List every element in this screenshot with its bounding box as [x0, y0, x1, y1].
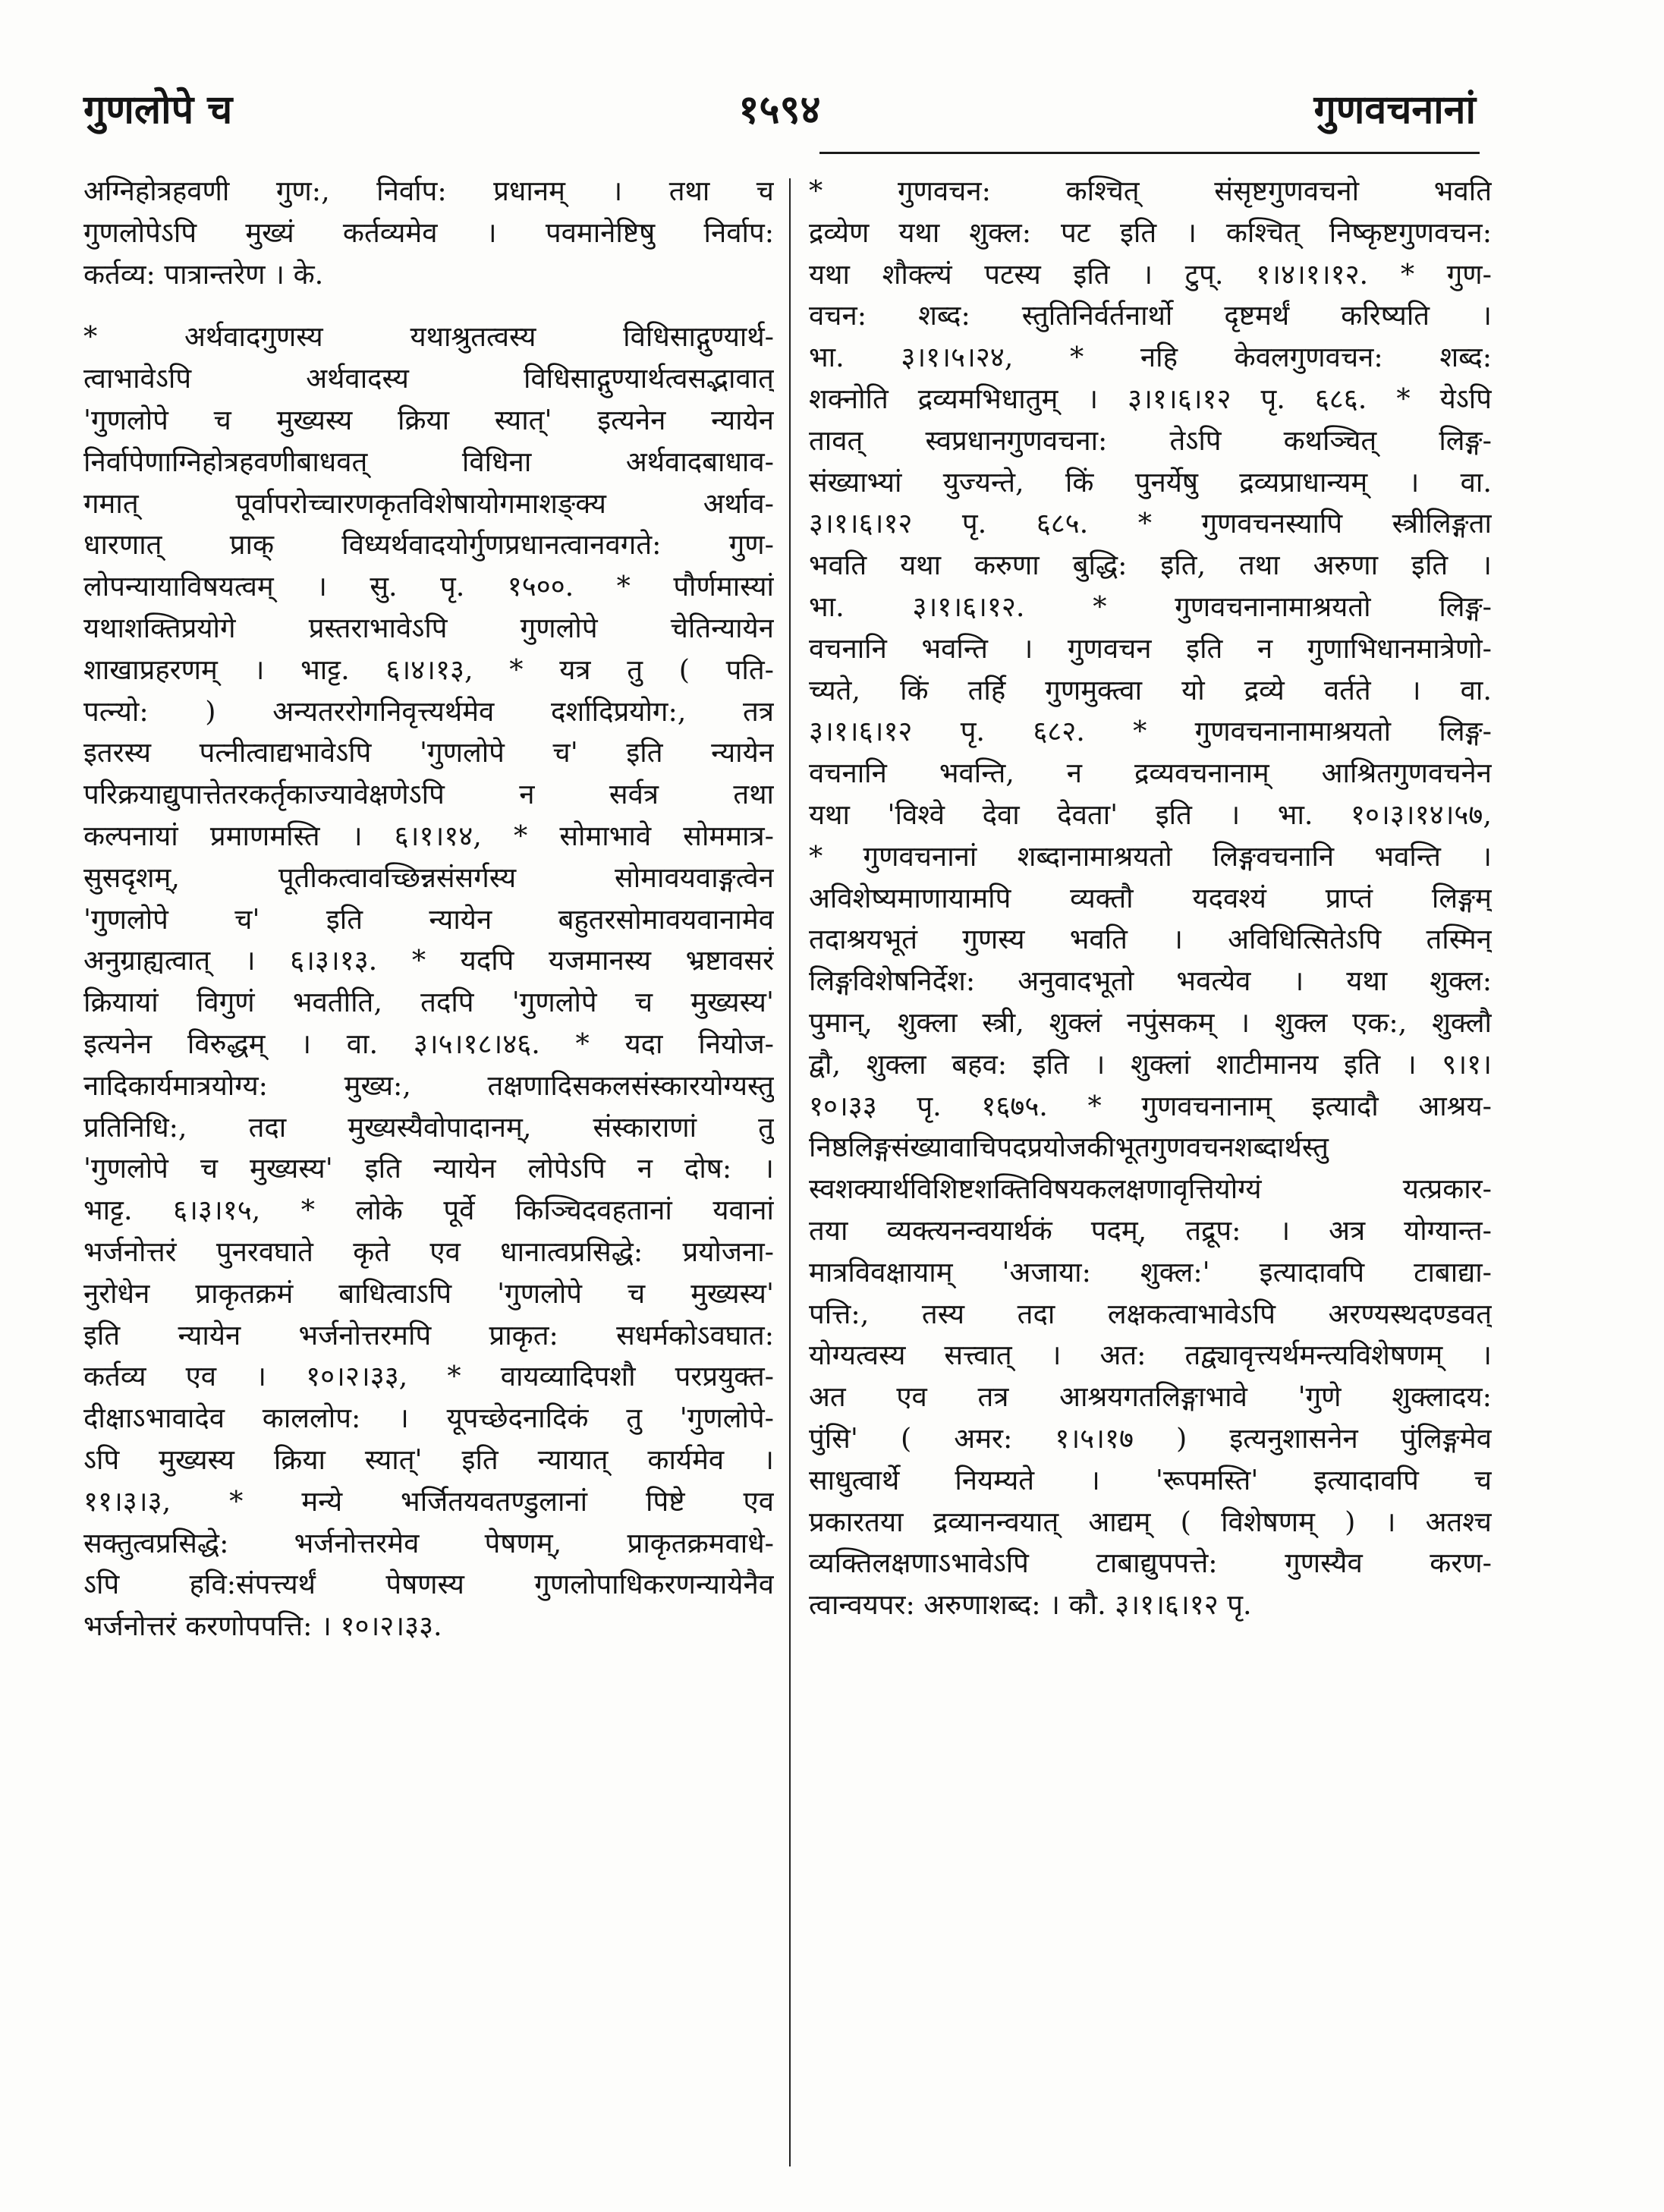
text-line: संख्याभ्यां युज्यन्ते, किं पुनर्येषु द्रव्यप्राधान्यम् । वा.	[809, 465, 1492, 499]
column-divider	[789, 178, 791, 2166]
text-line: गुणलोपेऽपि मुख्यं कर्तव्यमेव । पवमानेष्टिषु निर्वाप:	[83, 216, 774, 249]
text-line: सुसदृशम्, पूतीकत्वावच्छिन्नसंसर्गस्य सोमावयवाङ्गत्वेन	[83, 861, 774, 894]
text-line: स्वशक्यार्थविशिष्टशक्तिविषयकलक्षणावृत्तियोग्यं यत्प्रकार-	[809, 1172, 1492, 1206]
text-line: द्रव्येण यथा शुक्ल: पट इति । कश्चित् निष्कृष्टगुणवचन:	[809, 216, 1492, 249]
text-line: परिक्रयाद्युपात्तेतरकर्तृकाज्यावेक्षणेऽपि न सर्वत्र तथा	[83, 778, 774, 811]
text-line: अविशेष्यमाणायामपि व्यक्तौ यदवश्यं प्राप्तं लिङ्गम्	[809, 881, 1492, 914]
text-line: भाट्ट. ६।३।१५, * लोके पूर्वे किञ्चिदवहतानां यवानां	[83, 1194, 774, 1227]
text-line: त्वाभावेऽपि अर्थवादस्य विधिसाद्गुण्यार्थत्वसद्भावात्	[83, 362, 774, 395]
text-line: अग्निहोत्रहवणी गुण:, निर्वाप: प्रधानम् । तथा च	[83, 175, 774, 207]
text-line: कर्तव्य एव । १०।२।३३, * वायव्यादिपशौ परप्रयुक्त-	[83, 1360, 774, 1393]
text-line: यथा 'विश्वे देवा देवता' इति । भा. १०।३।१४।५७,	[809, 798, 1492, 831]
text-line: भर्जनोत्तरं करणोपपत्ति: । १०।२।३३.	[83, 1609, 442, 1643]
text-line: तया व्यक्त्यनन्वयार्थकं पदम्, तद्रूप: । अत्र योग्यान्त-	[809, 1213, 1492, 1247]
text-line: पुमान्, शुक्ला स्त्री, शुक्लं नपुंसकम् । शुक्ल एक:, शुक्लौ	[809, 1005, 1492, 1039]
text-line: * गुणवचनानां शब्दानामाश्रयतो लिङ्गवचनानि भवन्ति ।	[809, 839, 1492, 873]
text-line: यथा शौक्ल्यं पटस्य इति । टुप्. १।४।१।१२. * गुण-	[809, 257, 1492, 291]
text-line: पत्न्यो: ) अन्यतररोगनिवृत्त्यर्थमेव दर्शादिप्रयोग:, तत्र	[83, 694, 774, 728]
text-line: निष्ठलिङ्गसंख्यावाचिपदप्रयोजकीभूतगुणवचनशब्दार्थस्तु	[809, 1131, 1329, 1164]
page-number: १५९४	[738, 87, 821, 133]
text-line: भा. ३।१।५।२४, * नहि केवलगुणवचन: शब्द:	[809, 341, 1492, 374]
text-line: भवति यथा करुणा बुद्धि: इति, तथा अरुणा इति ।	[809, 549, 1492, 582]
text-line: ३।१।६।१२ पृ. ६८५. * गुणवचनस्यापि स्त्रीलिङ्गता	[809, 507, 1492, 540]
text-line: योग्यत्वस्य सत्त्वात् । अत: तद्व्यावृत्त्यर्थमन्त्यविशेषणम् ।	[809, 1339, 1492, 1372]
text-line: ३।१।६।१२ पृ. ६८२. * गुणवचनानामाश्रयतो लिङ्ग-	[809, 715, 1492, 748]
text-line: * अर्थवादगुणस्य यथाश्रुतत्वस्य विधिसाद्गुण्यार्थ-	[83, 320, 774, 354]
text-line: ११।३।३, * मन्ये भर्जितयवतण्डुलानां पिष्टे एव	[83, 1484, 774, 1518]
text-line: तदाश्रयभूतं गुणस्य भवति । अविधित्सितेऽपि तस्मिन्	[809, 923, 1492, 956]
text-line: मात्रविवक्षायाम् 'अजाया: शुक्ल:' इत्यादावपि टाबाद्या-	[809, 1255, 1492, 1288]
text-line: अत एव तत्र आश्रयगतलिङ्गाभावे 'गुणे शुक्लादय:	[809, 1380, 1492, 1414]
text-line: इत्यनेन विरुद्धम् । वा. ३।५।१८।४६. * यदा नियोज-	[83, 1027, 774, 1060]
text-line: दीक्षाऽभावादेव काललोप: । यूपच्छेदनादिकं तु 'गुणलोपे-	[83, 1402, 774, 1435]
paragraph-gap	[83, 295, 774, 316]
text-line: कर्तव्य: पात्रान्तरेण । के.	[83, 257, 324, 291]
text-line: वचनानि भवन्ति, न द्रव्यवचनानाम् आश्रितगुणवचनेन	[809, 757, 1492, 790]
text-line: इति न्यायेन भर्जनोत्तरमपि प्राकृत: सधर्मकोऽवघात:	[83, 1318, 774, 1351]
text-line: इतरस्य पत्नीत्वाद्यभावेऽपि 'गुणलोपे च' इति न्यायेन	[83, 736, 774, 769]
text-line: ऽपि हवि:संपत्त्यर्थं पेषणस्य गुणलोपाधिकरणन्यायेनैव	[83, 1568, 774, 1601]
left-column	[83, 171, 774, 1647]
text-line: त्वान्वयपर: अरुणाशब्द: । कौ. ३।१।६।१२ पृ.	[809, 1588, 1252, 1622]
text-line: अनुग्राह्यत्वात् । ६।३।१३. * यदपि यजमानस्य भ्रष्टावसरं	[83, 944, 774, 977]
text-line: वचनानि भवन्ति । गुणवचन इति न गुणाभिधानमात्रेणो-	[809, 631, 1492, 665]
right-column	[809, 171, 1492, 1626]
text-line: १०।३३ पृ. १६७५. * गुणवचनानाम् इत्यादौ आश्रय-	[809, 1089, 1492, 1122]
text-line: लोपन्यायाविषयत्वम् । सु. पृ. १५००. * पौर्णमास्यां	[83, 570, 774, 603]
text-line: साधुत्वार्थे नियम्यते । 'रूपमस्ति' इत्यादावपि च	[809, 1463, 1492, 1496]
text-line: शाखाप्रहरणम् । भाट्ट. ६।४।१३, * यत्र तु ( पति-	[83, 653, 774, 686]
text-line: व्यक्तिलक्षणाऽभावेऽपि टाबाद्युपपत्ते: गुणस्यैव करण-	[809, 1547, 1492, 1580]
text-line: च्यते, किं तर्हि गुणमुक्त्वा यो द्रव्ये वर्तते । वा.	[809, 673, 1492, 706]
text-line: प्रकारतया द्रव्यानन्वयात् आद्यम् ( विशेषणम् ) । अतश्च	[809, 1505, 1492, 1538]
text-line: कल्पनायां प्रमाणमस्ति । ६।१।१४, * सोमाभावे सोममात्र-	[83, 819, 774, 852]
text-line: प्रतिनिधि:, तदा मुख्यस्यैवोपादानम्, संस्काराणां तु	[83, 1110, 774, 1144]
running-head-right: गुणवचनानां	[1313, 87, 1476, 133]
text-line: भा. ३।१।६।१२. * गुणवचनानामाश्रयतो लिङ्ग-	[809, 590, 1492, 623]
text-line: द्वौ, शुक्ला बहव: इति । शुक्लां शाटीमानय इति । ९।१।	[809, 1047, 1492, 1081]
page-header	[83, 72, 1476, 148]
text-line: 'गुणलोपे च' इति न्यायेन बहुतरसोमावयवानामेव	[83, 902, 774, 936]
text-line: धारणात् प्राक् विध्यर्थवादयोर्गुणप्रधानत्वानवगते: गुण-	[83, 528, 774, 562]
text-line: गमात् पूर्वापरोच्चारणकृतविशेषायोगमाशङ्क्य अर्थाव-	[83, 486, 774, 520]
text-line: वचन: शब्द: स्तुतिनिर्वर्तनार्थो दृष्टमर्थं करिष्यति ।	[809, 299, 1492, 332]
text-line: लिङ्गविशेषनिर्देश: अनुवादभूतो भवत्येव । यथा शुक्ल:	[809, 964, 1492, 998]
text-line: क्रियायां विगुणं भवतीति, तदपि 'गुणलोपे च मुख्यस्य'	[83, 986, 774, 1019]
text-line: ऽपि मुख्यस्य क्रिया स्यात्' इति न्यायात् कार्यमेव ।	[83, 1443, 774, 1476]
text-line: यथाशक्तिप्रयोगे प्रस्तराभावेऽपि गुणलोपे चेतिन्यायेन	[83, 611, 774, 644]
text-line: पत्ति:, तस्य तदा लक्षकत्वाभावेऽपि अरण्यस्थदण्डवत्	[809, 1297, 1492, 1330]
text-line: नुरोधेन प्राकृतक्रमं बाधित्वाऽपि 'गुणलोपे च मुख्यस्य'	[83, 1276, 774, 1310]
text-line: 'गुणलोपे च मुख्यस्य' इति न्यायेन लोपेऽपि न दोष: ।	[83, 1152, 774, 1185]
text-line: तावत् स्वप्रधानगुणवचना: तेऽपि कथञ्चित् लिङ्ग-	[809, 423, 1492, 457]
text-line: नादिकार्यमात्रयोग्य: मुख्य:, तक्षणादिसकलसंस्कारयोग्यस्तु	[83, 1068, 774, 1102]
text-line: 'गुणलोपे च मुख्यस्य क्रिया स्यात्' इत्यनेन न्यायेन	[83, 403, 774, 436]
text-line: निर्वापेणाग्निहोत्रहवणीबाधवत् विधिना अर्थवादबाधाव-	[83, 445, 774, 478]
text-line: सक्तुत्वप्रसिद्धे: भर्जनोत्तरमेव पेषणम्, प्राकृतक्रमवाधे-	[83, 1526, 774, 1559]
text-line: * गुणवचन: कश्चित् संसृष्टगुणवचनो भवति	[809, 175, 1492, 207]
text-line: पुंसि' ( अमर: १।५।१७ ) इत्यनुशासनेन पुंलिङ्गमेव	[809, 1421, 1492, 1455]
running-head-left: गुणलोपे च	[83, 87, 233, 133]
text-line: भर्जनोत्तरं पुनरवघाते कृते एव धानात्वप्रसिद्धे: प्रयोजना-	[83, 1235, 774, 1268]
header-rule	[819, 152, 1480, 154]
text-line: शक्नोति द्रव्यमभिधातुम् । ३।१।६।१२ पृ. ६८६. * येऽपि	[809, 382, 1492, 415]
